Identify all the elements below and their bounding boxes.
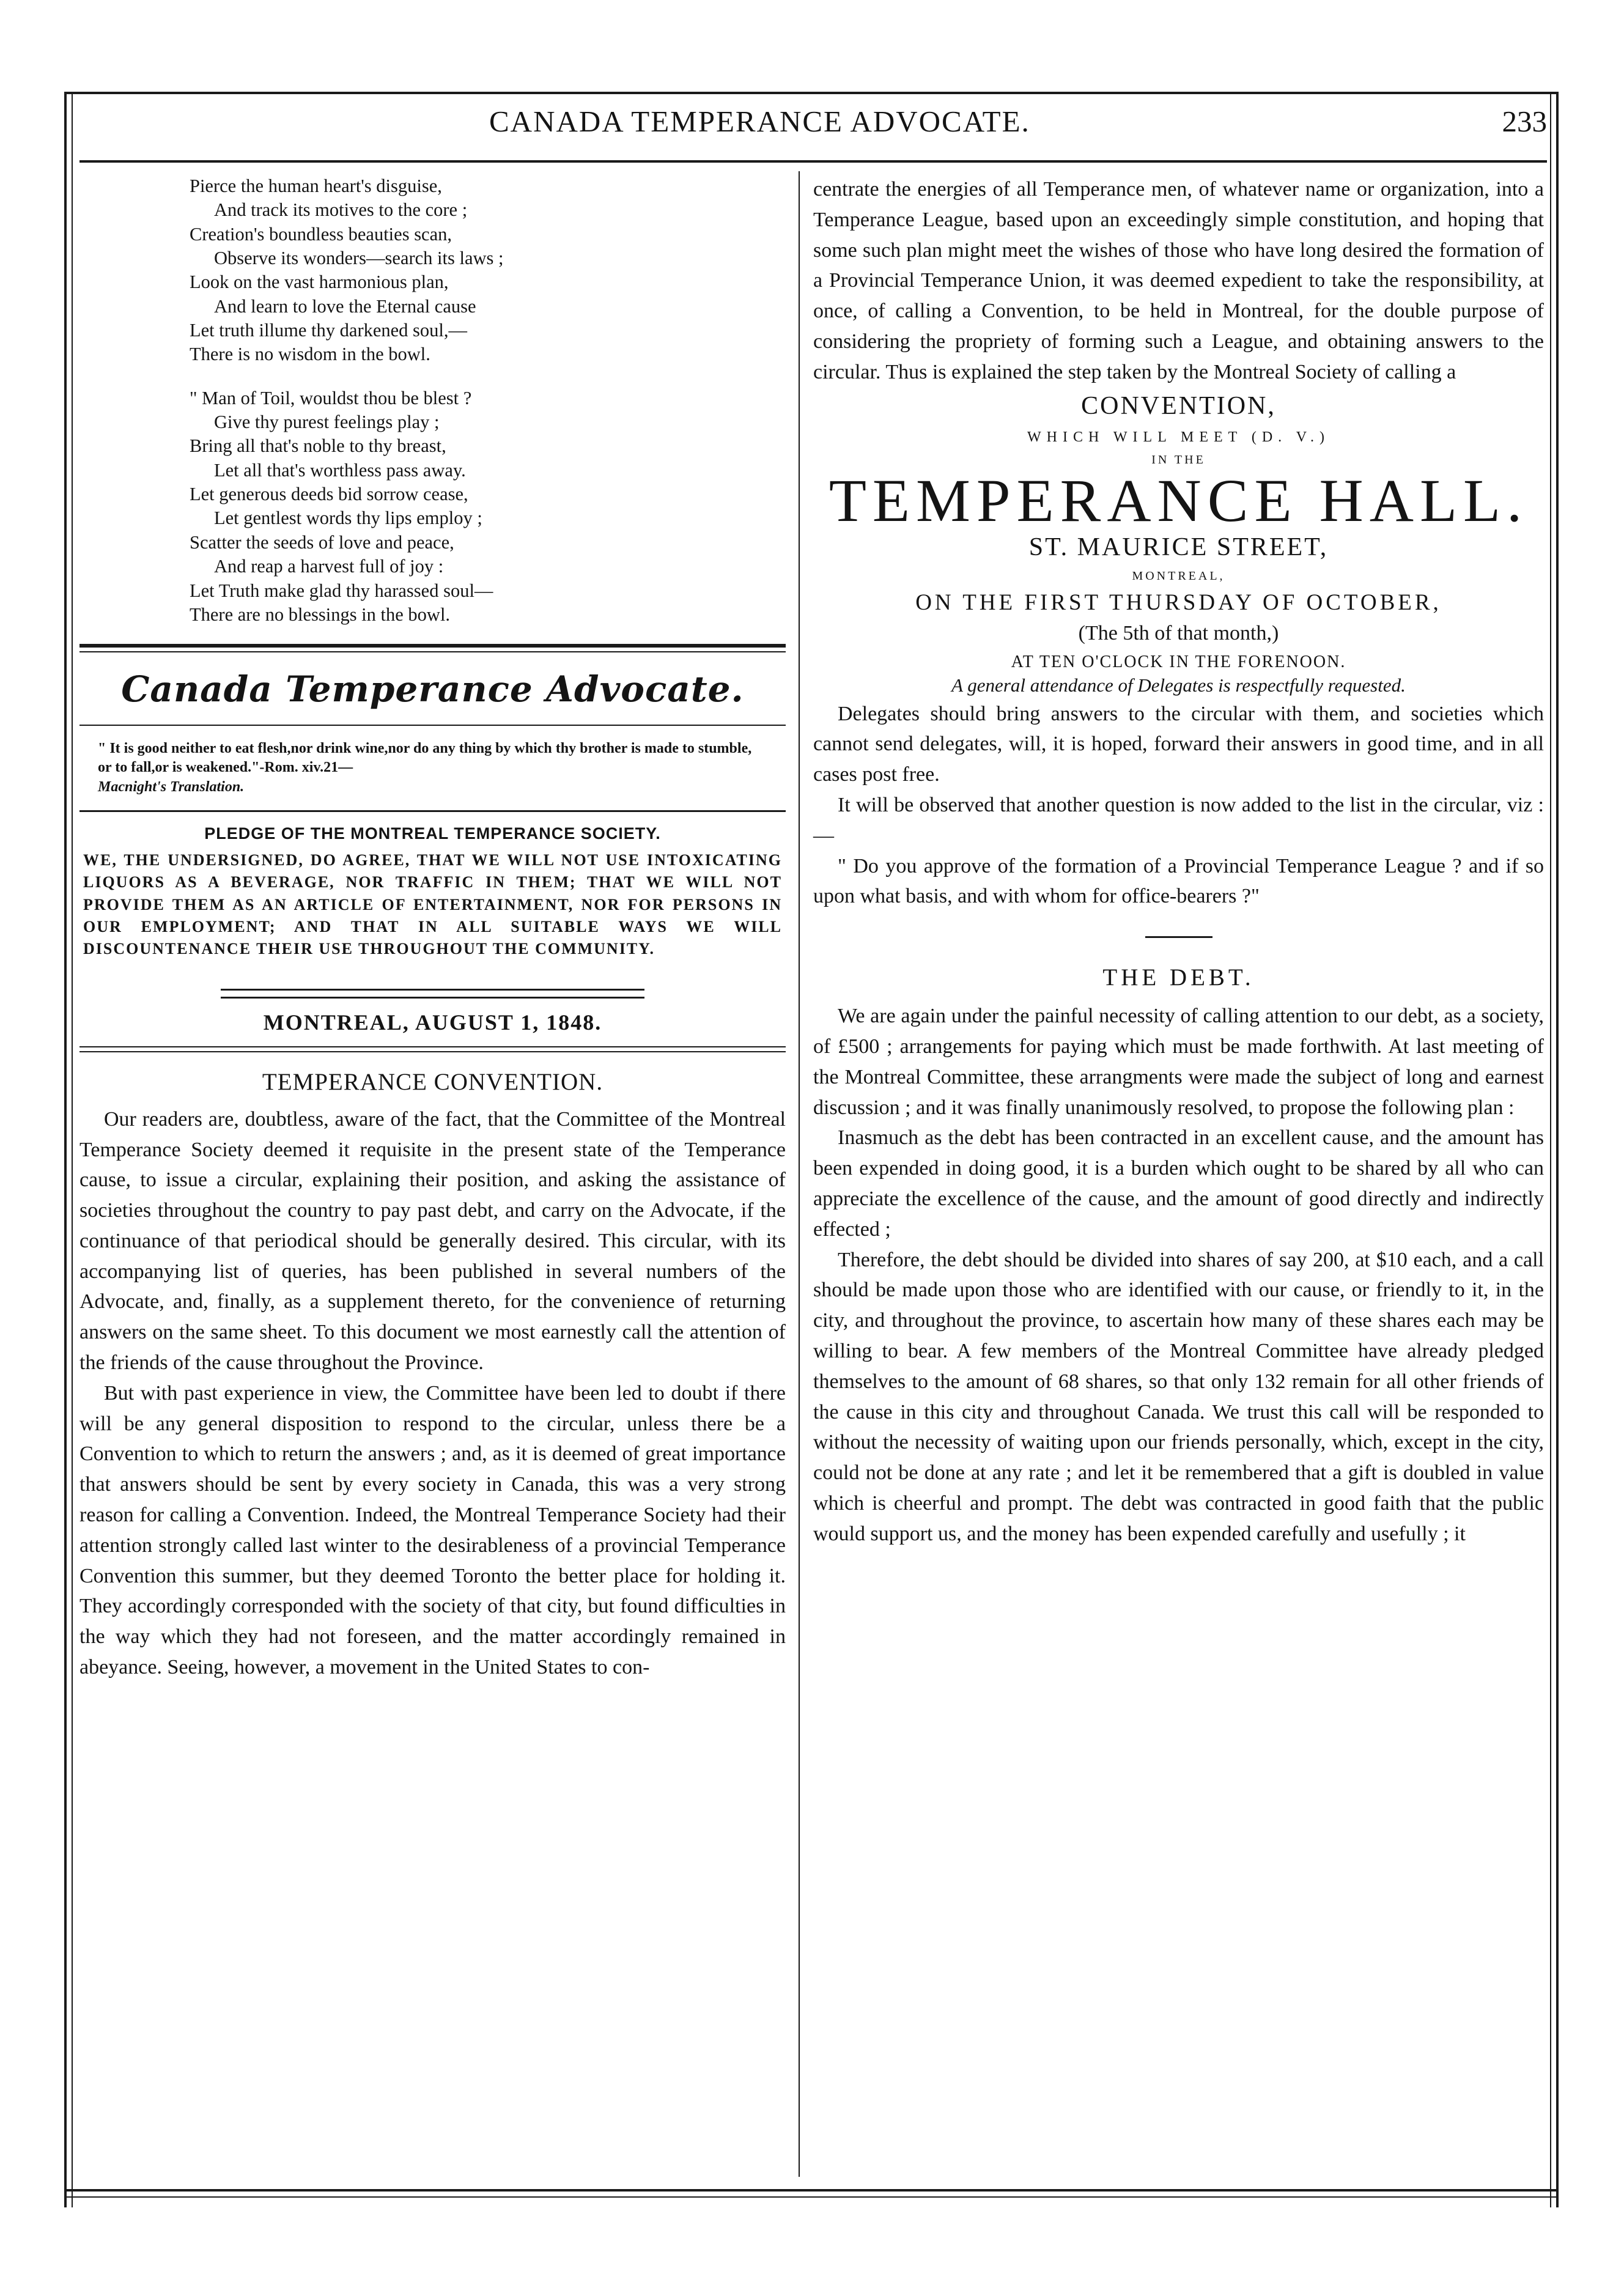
page-number: 233 <box>1502 105 1547 138</box>
pledge-rule-1 <box>221 989 644 991</box>
paragraph: Therefore, the debt should be divided into shares of say 200, at $10 each, and a call should be made upon those who are identified with our cause, or friendly to it, in the city, and throughout the province, to ascertain how many of these shares each may be willing to bear. A few members of the Montreal Committee have already pledged themselves to the amount of 68 shares, so that only 132 remain for all other friends of the cause in this city and throughout Canada. We trust this call will be responded to without the necessity of waiting upon our friends personally, which, except in the city, could not be done at any rate ; and let it be remembered that a gift is doubled in value which is cheerful and prompt. The debt was contracted in good faith that the public would support us, and the money has been expended carefully and usefully ; it <box>813 1248 1544 1545</box>
running-title: CANADA TEMPERANCE ADVOCATE. <box>489 105 1030 138</box>
poem-line: Let all that's worthless pass away. <box>214 459 466 481</box>
poem-line: Let Truth make glad thy harassed soul— <box>190 580 493 601</box>
announcement-time: AT TEN O'CLOCK IN THE FORENOON. <box>1011 652 1346 671</box>
masthead-rule-top <box>79 644 786 648</box>
announcement-month: (The 5th of that month,) <box>1078 621 1279 644</box>
debt-heading: THE DEBT. <box>1102 964 1255 991</box>
column-divider <box>799 171 800 2177</box>
running-header <box>79 104 1547 147</box>
pledge-rule-2 <box>221 997 644 999</box>
poem-line: Scatter the seeds of love and peace, <box>190 531 454 553</box>
right-column <box>813 174 1544 1549</box>
paragraph: But with past experience in view, the Committee have been led to doubt if there will be any general disposition to respond to the circular, unless there be a Convention to which to return the answers ; and, as it is deemed of great importance that answers should be sent by every society in Canada, this was a very strong reason for calling a Convention. Indeed, the Montreal Temperance Society had their attention strongly called last winter to the desirableness of a provincial Temperance Convention this summer, but they deemed Toronto the better place for holding it. They accordingly corresponded with the society of that city, but found difficulties in the way which they had not foreseen, and the matter accordingly remained in abeyance. Seeing, however, a movement in the United States to con- <box>79 1381 786 1679</box>
right-inner-rule <box>1550 92 1551 2207</box>
dateline-rule-2 <box>79 1051 786 1052</box>
convention-announcement <box>813 391 1544 696</box>
poem-line: There are no blessings in the bowl. <box>190 604 451 625</box>
announcement-attendance: A general attendance of Delegates is respectfully requested. <box>951 674 1406 696</box>
left-column <box>79 174 786 1683</box>
poem-line: Let generous deeds bid sorrow cease, <box>190 484 468 505</box>
bottom-border-rule <box>64 2189 1559 2192</box>
bottom-border-rule-2 <box>64 2196 1559 2198</box>
poem-line: And learn to love the Eternal cause <box>214 295 476 317</box>
pledge-title: PLEDGE OF THE MONTREAL TEMPERANCE SOCIETY. <box>204 824 661 843</box>
header-rule <box>79 160 1547 163</box>
masthead-rule-top-thin <box>79 651 786 652</box>
paragraph: Our readers are, doubtless, aware of the fact, that the Committee of the Montreal Temperance Society deemed it requisite in the present state of the Temperance cause, to issue a circular, explaining their position, and asking the assistance of societies throughout the country to pay past debt, and carry on the Advocate, if the continuance of that periodical should be generally desired. This circular, with its accompanying list of queries, has been published in several numbers of the Advocate, and, finally, as a supplement thereto, for the convenience of returning answers on the same sheet. To this document we most earnestly call the attention of the friends of the cause throughout the Province. <box>79 1107 786 1375</box>
motto-quote: " It is good neither to eat flesh,nor drink wine,nor do any thing by which thy brother is made to stumble, or to fall,or is weakened."-Rom. xiv.21— <box>98 740 752 776</box>
dateline: MONTREAL, AUGUST 1, 1848. <box>263 1010 602 1035</box>
motto-attribution: Macnight's Translation. <box>98 778 245 795</box>
announcement-city: MONTREAL, <box>1132 569 1225 583</box>
poem-line: Observe its wonders—search its laws ; <box>214 248 504 269</box>
poem-line: Let truth illume thy darkened soul,— <box>190 320 468 341</box>
convention-after <box>813 699 1544 912</box>
announcement-hall: TEMPERANCE HALL. <box>829 466 1529 534</box>
poem-line: And track its motives to the core ; <box>214 199 468 221</box>
paragraph: We are again under the painful necessity of calling attention to our debt, as a society, of £500 ; arrangements for paying which must be made forthwith. At last meeting of the Montreal Committee, these arrangments were made the subject of long and earnest discussion ; and it was finally unanimously resolved, to propose the following plan : <box>813 1005 1544 1119</box>
left-border-rule <box>64 92 67 2207</box>
poem-line: Pierce the human heart's disguise, <box>190 175 442 196</box>
poem-line: Look on the vast harmonious plan, <box>190 271 449 293</box>
poem-line: There is no wisdom in the bowl. <box>190 344 430 365</box>
dateline-rule-1 <box>79 1046 786 1047</box>
paragraph: " Do you approve of the formation of a Provincial Temperance League ? and if so upon what basis, and with whom for office-bearers ?" <box>813 854 1544 908</box>
left-inner-rule <box>72 92 73 2207</box>
convention-heading: TEMPERANCE CONVENTION. <box>262 1068 603 1095</box>
debt-body <box>813 1001 1544 1549</box>
poem <box>79 174 786 627</box>
poem-line: Let gentlest words thy lips employ ; <box>214 508 482 529</box>
top-border-rule <box>64 92 1556 94</box>
pledge-text: WE, THE UNDERSIGNED, DO AGREE, THAT WE WILL NOT USE INTOXICATING LIQUORS AS A BEVERAGE, NOR TRAFFIC IN THEM; THAT WE WILL NOT PROVIDE THEM AS AN ARTICLE OF ENTERTAINMENT, NOR FOR PERSONS IN OUR EMPLOYMENT; AND THAT IN ALL SUITABLE WAYS WE WILL DISCOUNTENANCE THEIR USE THROUGHOUT THE COMMUNITY. <box>83 851 782 958</box>
poem-line: And reap a harvest full of joy : <box>214 556 444 577</box>
paragraph: Delegates should bring answers to the circular with them, and societies which cannot send delegates, will, it is hoped, forward their answers in good time, and in all cases post free. <box>813 702 1544 786</box>
paragraph: centrate the energies of all Temperance men, of whatever name or organization, into a Temperance League, based upon an exceedingly simple constitution, and hoping that some such plan might meet the wishes of those who have long desired the formation of a Provincial Temperance Union, it was deemed expedient to take the responsibility, at once, of calling a Convention, to be held in Montreal, for the double purpose of considering the propriety of forming such a League, and obtaining answers to the circular. Thus is explained the step taken by the Montreal Society of calling a <box>813 178 1544 383</box>
poem-line: Give thy purest feelings play ; <box>214 412 440 433</box>
poem-line: " Man of Toil, wouldst thou be blest ? <box>190 387 472 408</box>
masthead-rule-bottom <box>79 725 786 726</box>
poem-line: Creation's boundless beauties scan, <box>190 223 452 245</box>
paragraph: It will be observed that another question is now added to the list in the circular, viz :— <box>813 793 1544 847</box>
announcement-street: ST. MAURICE STREET, <box>1028 533 1329 561</box>
paragraph: Inasmuch as the debt has been contracted in an excellent cause, and the amount has been expended in doing good, it is a burden which ought to be shared by all who can appreciate the excellence of the cause, and the amount of good directly and indirectly effected ; <box>813 1126 1544 1241</box>
announcement-in-the: IN THE <box>1151 452 1206 467</box>
right-border-rule <box>1556 92 1559 2207</box>
debt-separator <box>1145 936 1212 938</box>
masthead-title: Canada Temperance Advocate. <box>121 668 744 711</box>
announcement-will-meet: WHICH WILL MEET (D. V.) <box>1027 429 1330 445</box>
convention-body <box>79 1104 786 1683</box>
convention-continuation <box>813 174 1544 388</box>
motto <box>79 739 786 797</box>
motto-rule <box>79 810 786 812</box>
announcement-date: ON THE FIRST THURSDAY OF OCTOBER, <box>915 589 1442 615</box>
announcement-title: CONVENTION, <box>1081 391 1276 420</box>
poem-line: Bring all that's noble to thy breast, <box>190 435 446 457</box>
